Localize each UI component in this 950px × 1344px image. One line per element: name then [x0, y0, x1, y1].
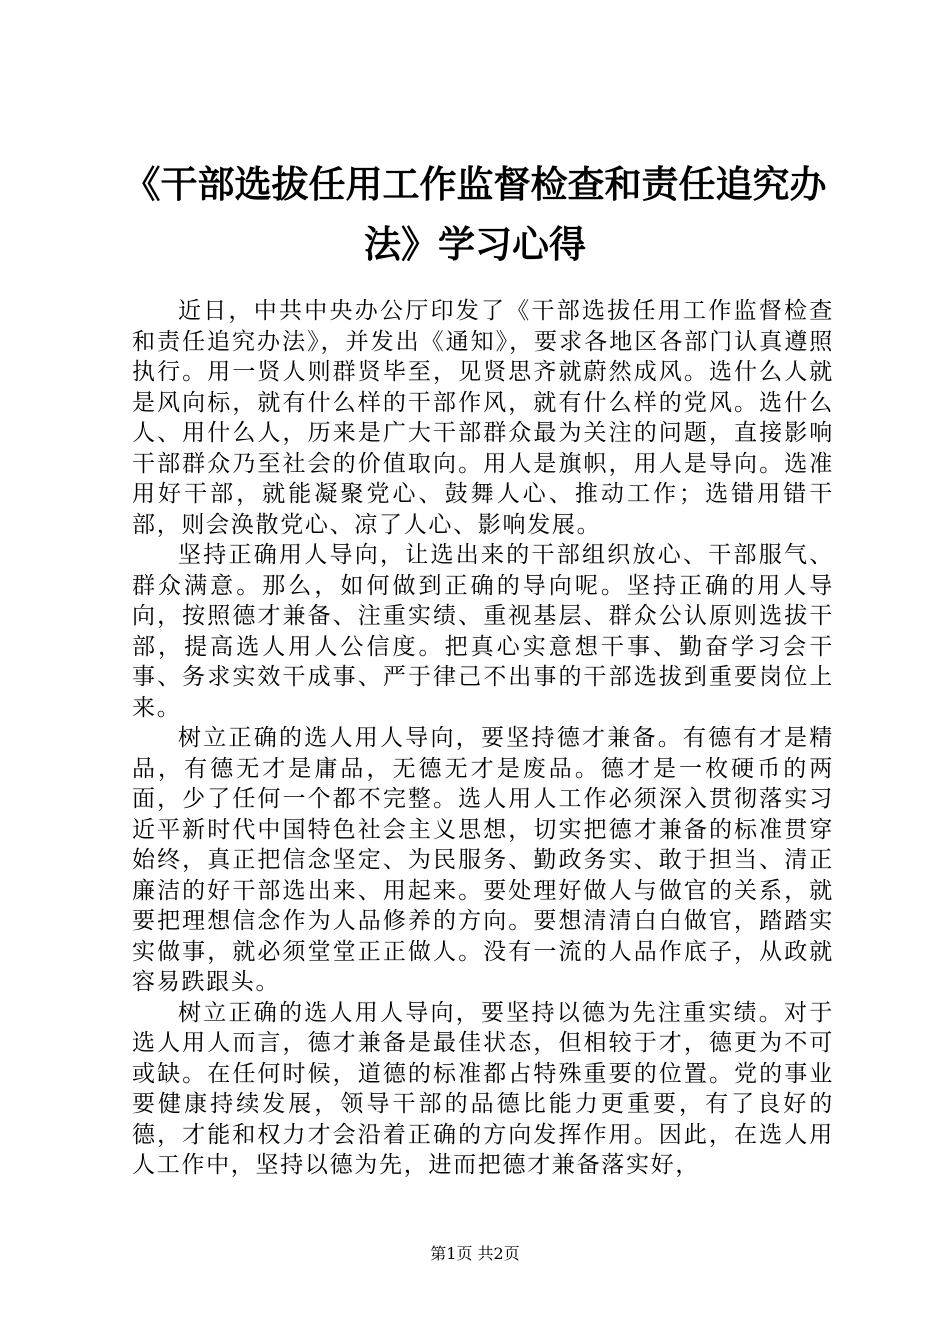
paragraph: 坚持正确用人导向，让选出来的干部组织放心、干部服气、群众满意。那么，如何做到正确的导向呢。坚持正确的用人导向，按照德才兼备、注重实绩、重视基层、群众公认原则选拔干部，提高选人用人公信度。把真心实意想干事、勤奋学习会干事、务求实效干成事、严于律己不出事的干部选拔到重要岗位上来。: [132, 542, 834, 721]
paragraph: 树立正确的选人用人导向，要坚持以德为先注重实绩。对于选人用人而言，德才兼备是最佳状态，但相较于才，德更为不可或缺。在任何时候，道德的标准都占特殊重要的位置。党的事业要健康持续发展，领导干部的品德比能力更重要，有了良好的德，才能和权力才会沿着正确的方向发挥作用。因此，在选人用人工作中，坚持以德为先，进而把德才兼备落实好，: [132, 999, 834, 1178]
document-title-line-2: 法》学习心得: [364, 223, 586, 266]
page-footer: 第1页 共2页: [430, 1244, 520, 1263]
document-title-line-1: 《干部选拔任用工作监督检查和责任追究办: [123, 163, 827, 206]
paragraph: 树立正确的选人用人导向，要坚持德才兼备。有德有才是精品，有德无才是庸品，无德无才是废品。德才是一枚硬币的两面，少了任何一个都不完整。选人用人工作必须深入贯彻落实习近平新时代中国特色社会主义思想，切实把德才兼备的标准贯穿始终，真正把信念坚定、为民服务、勤政务实、敢于担当、清正廉洁的好干部选出来、用起来。要处理好做人与做官的关系，就要把理想信念作为人品修养的方向。要想清清白白做官，踏踏实实做事，就必须堂堂正正做人。没有一流的人品作底子，从政就容易跌跟头。: [132, 725, 834, 995]
document-body: [132, 296, 834, 1181]
paragraph: 近日，中共中央办公厅印发了《干部选拔任用工作监督检查和责任追究办法》，并发出《通知》，要求各地区各部门认真遵照执行。用一贤人则群贤毕至，见贤思齐就蔚然成风。选什么人就是风向标，就有什么样的干部作风，就有什么样的党风。选什么人、用什么人，历来是广大干部群众最为关注的问题，直接影响干部群众乃至社会的价值取向。用人是旗帜，用人是导向。选准用好干部，就能凝聚党心、鼓舞人心、推动工作；选错用错干部，则会涣散党心、凉了人心、影响发展。: [132, 298, 834, 538]
